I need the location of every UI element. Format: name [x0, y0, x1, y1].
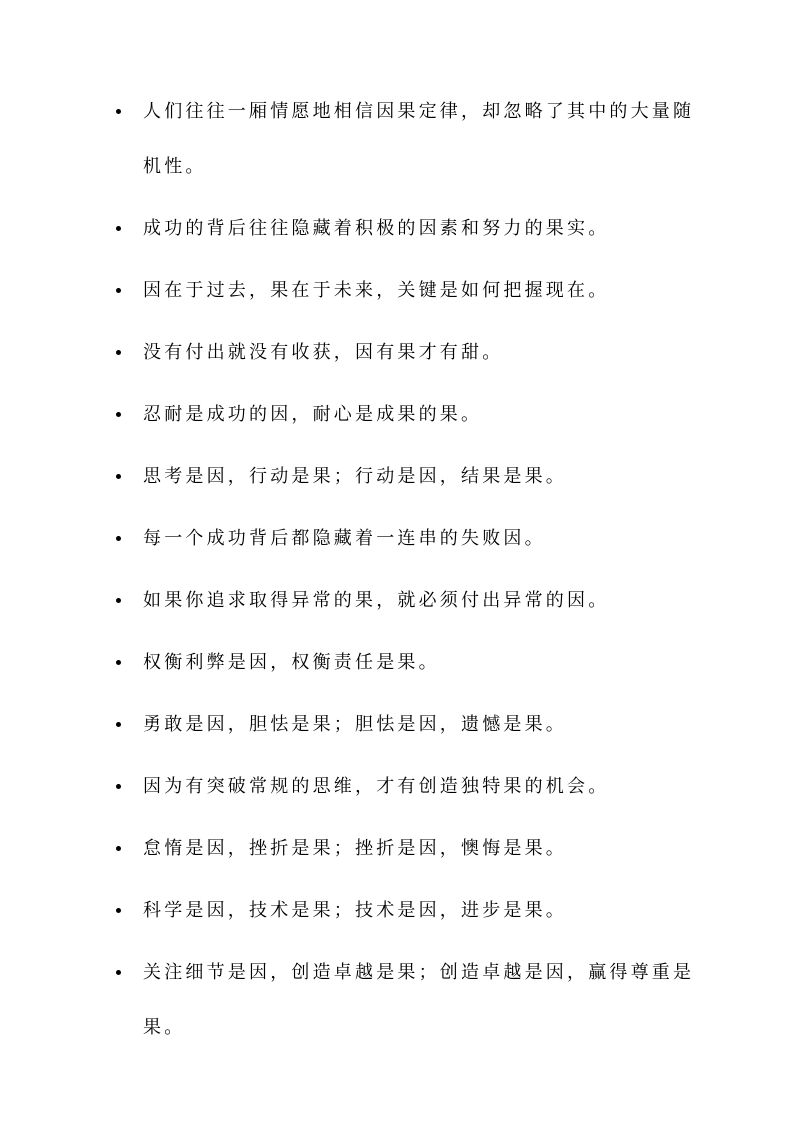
- bullet-icon: [116, 412, 121, 417]
- bullet-icon: [116, 598, 121, 603]
- list-item: [116, 945, 696, 1055]
- list-item-text: 没有付出就没有收获，因有果才有甜。: [143, 342, 504, 363]
- list-item: [116, 263, 696, 318]
- bullet-icon: [116, 660, 121, 665]
- list-item: [116, 635, 696, 690]
- list-item: [116, 759, 696, 814]
- list-item: [116, 511, 696, 566]
- list-item-text: 怠惰是因，挫折是果；挫折是因，懊悔是果。: [143, 838, 567, 859]
- list-item-text: 勇敢是因，胆怯是果；胆怯是因，遗憾是果。: [143, 714, 567, 735]
- list-item-text: 如果你追求取得异常的果，就必须付出异常的因。: [143, 590, 610, 611]
- bullet-list: [116, 84, 696, 1062]
- bullet-icon: [116, 722, 121, 727]
- bullet-icon: [116, 350, 121, 355]
- list-item-text: 忍耐是成功的因，耐心是成果的果。: [143, 404, 483, 425]
- list-item: [116, 325, 696, 380]
- list-item-text: 权衡利弊是因，权衡责任是果。: [143, 652, 440, 673]
- list-item: [116, 84, 696, 194]
- list-item: [116, 449, 696, 504]
- bullet-icon: [116, 970, 121, 975]
- list-item-text: 因为有突破常规的思维，才有创造独特果的机会。: [143, 776, 610, 797]
- list-item: [116, 883, 696, 938]
- bullet-icon: [116, 846, 121, 851]
- bullet-icon: [116, 474, 121, 479]
- list-item: [116, 573, 696, 628]
- list-item-text: 关注细节是因，创造卓越是果；创造卓越是因，赢得尊重是果。: [143, 962, 695, 1038]
- bullet-icon: [116, 109, 121, 114]
- list-item-text: 每一个成功背后都隐藏着一连串的失败因。: [143, 528, 546, 549]
- list-item-text: 人们往往一厢情愿地相信因果定律，却忽略了其中的大量随机性。: [143, 101, 695, 177]
- list-item-text: 思考是因，行动是果；行动是因，结果是果。: [143, 466, 567, 487]
- list-item-text: 成功的背后往往隐藏着积极的因素和努力的果实。: [143, 218, 610, 239]
- bullet-icon: [116, 226, 121, 231]
- bullet-icon: [116, 536, 121, 541]
- bullet-icon: [116, 784, 121, 789]
- bullet-icon: [116, 288, 121, 293]
- list-item-text: 因在于过去，果在于未来，关键是如何把握现在。: [143, 280, 610, 301]
- list-item: [116, 387, 696, 442]
- list-item: [116, 201, 696, 256]
- list-item: [116, 697, 696, 752]
- list-item-text: 科学是因，技术是果；技术是因，进步是果。: [143, 900, 567, 921]
- list-item: [116, 821, 696, 876]
- bullet-icon: [116, 908, 121, 913]
